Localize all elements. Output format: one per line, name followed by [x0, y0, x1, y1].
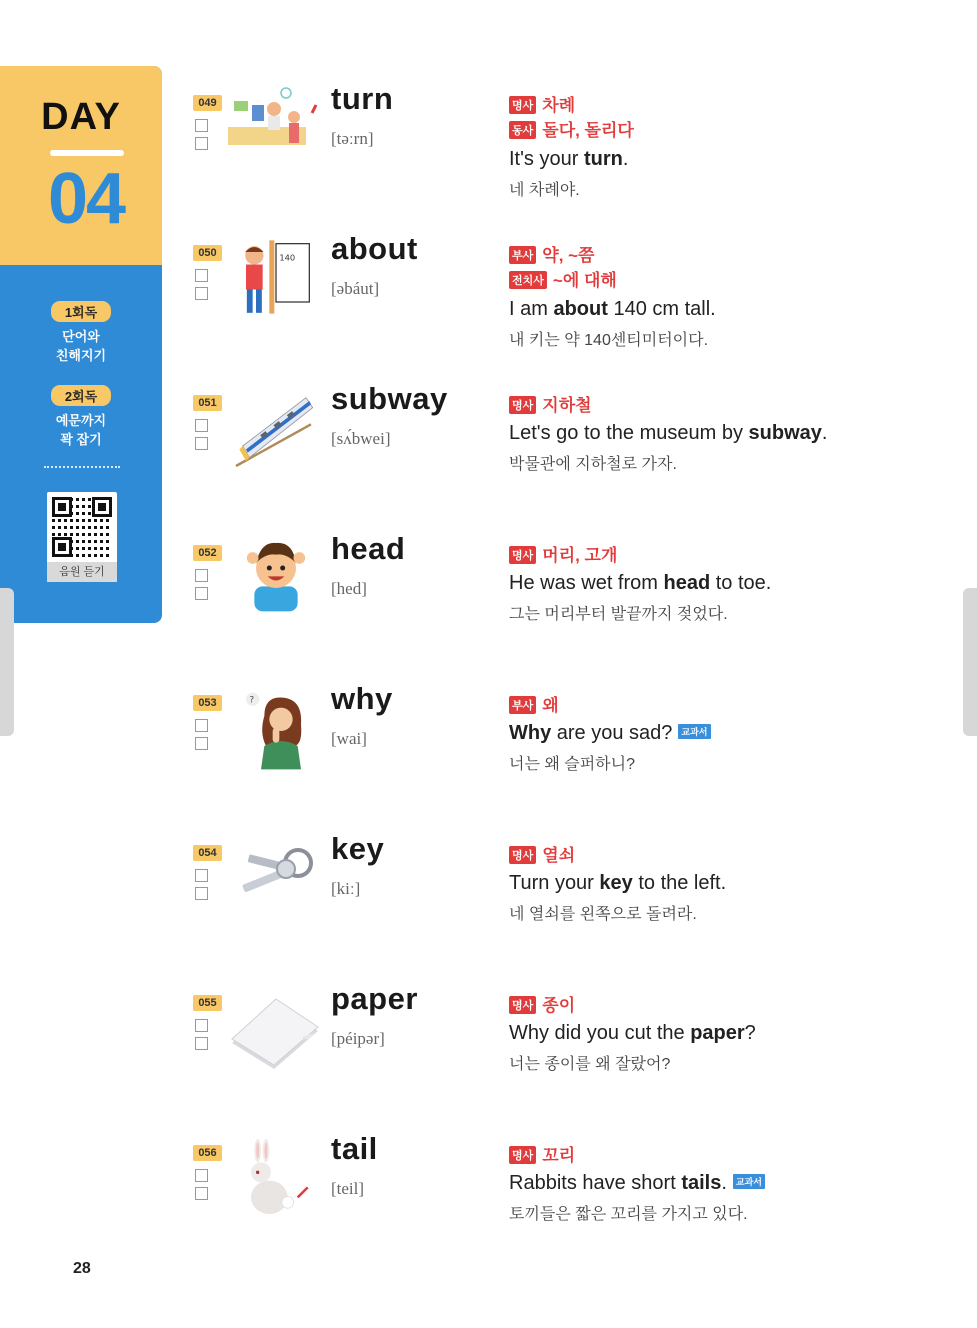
meaning: 머리, 고개: [542, 546, 618, 565]
translation: 너는 왜 슬퍼하니?: [509, 756, 635, 773]
pos-tag: 명사: [509, 396, 536, 414]
pos-line: [509, 841, 575, 866]
pos-tag: 명사: [509, 96, 536, 114]
checkbox-2[interactable]: [195, 437, 208, 450]
thinking-woman-icon: [228, 691, 324, 771]
phonetic: [kiː]: [331, 879, 361, 898]
pos-tag: 명사: [509, 846, 536, 864]
pos-line: [509, 116, 634, 141]
pos-line: [509, 1141, 575, 1166]
checkbox-2[interactable]: [195, 737, 208, 750]
round-1-line1: 단어와: [62, 329, 100, 344]
pos-line: [509, 391, 592, 416]
checkbox-2[interactable]: [195, 1037, 208, 1050]
pos-tag: 전치사: [509, 271, 547, 289]
word-number: 052: [193, 545, 222, 561]
day-label: DAY: [41, 96, 121, 138]
shop-counter-icon: [228, 87, 324, 167]
pos-line: [509, 991, 575, 1016]
word-number: 055: [193, 995, 222, 1011]
example-sentence: Why are you sad? 교과서: [509, 722, 711, 745]
pos-tag: 부사: [509, 696, 536, 714]
vocab-word: paper: [331, 981, 418, 1016]
translation: 그는 머리부터 발끝까지 젖었다.: [509, 606, 728, 623]
day-number: 04: [47, 159, 125, 239]
keys-icon: [228, 839, 324, 919]
vocab-word: head: [331, 531, 406, 566]
vocab-word: turn: [331, 81, 394, 116]
pos-line: [509, 691, 559, 716]
round-2-badge: 2회독: [51, 385, 111, 406]
subway-train-icon: [228, 391, 324, 471]
rabbit-icon: [228, 1139, 324, 1219]
pos-tag: 부사: [509, 246, 536, 264]
round-2-line2: 꽉 잡기: [60, 432, 102, 447]
height-label: 140: [279, 252, 296, 263]
example-sentence: It's your turn.: [509, 148, 629, 170]
example-sentence: Why did you cut the paper?: [509, 1022, 756, 1044]
word-entry: [0, 231, 977, 385]
word-number: 053: [193, 695, 222, 711]
boy-head-icon: [228, 533, 324, 613]
keyword: head: [663, 572, 711, 594]
meaning: ~에 대해: [552, 271, 617, 290]
pos-line: [509, 241, 594, 266]
word-entry: [0, 981, 977, 1135]
keyword: Why: [509, 722, 552, 744]
checkbox-1[interactable]: [195, 719, 208, 732]
vocab-word: subway: [331, 381, 448, 416]
word-entry: [0, 831, 977, 985]
height-measure-icon: [228, 237, 324, 317]
phonetic: [sʌ́bwei]: [331, 429, 391, 448]
keyword: subway: [748, 422, 822, 444]
checkbox-2[interactable]: [195, 137, 208, 150]
word-entry: [0, 681, 977, 835]
word-number: 049: [193, 95, 222, 111]
keyword: key: [599, 872, 633, 894]
meaning: 차례: [542, 96, 576, 115]
word-entry: [0, 1131, 977, 1285]
vocab-word: tail: [331, 1131, 378, 1166]
word-number: 056: [193, 1145, 222, 1161]
meaning: 왜: [542, 696, 559, 715]
pos-tag: 명사: [509, 996, 536, 1014]
pos-line: [509, 266, 617, 291]
keyword: paper: [690, 1022, 745, 1044]
meaning: 열쇠: [542, 846, 576, 865]
vocab-word: about: [331, 231, 418, 266]
word-number: 054: [193, 845, 222, 861]
meaning: 종이: [542, 996, 576, 1015]
checkbox-2[interactable]: [195, 287, 208, 300]
phonetic: [hed]: [331, 579, 367, 598]
translation: 네 차례야.: [509, 182, 580, 199]
vocab-word: key: [331, 831, 385, 866]
phonetic: [wai]: [331, 729, 367, 748]
pos-tag: 명사: [509, 1146, 536, 1164]
translation: 박물관에 지하철로 가자.: [509, 456, 677, 473]
meaning: 돌다, 돌리다: [542, 121, 634, 140]
round-1-badge: 1회독: [51, 301, 111, 322]
translation: 네 열쇠를 왼쪽으로 돌려라.: [509, 906, 697, 923]
meaning: 꼬리: [542, 1146, 576, 1165]
example-sentence: Turn your key to the left.: [509, 872, 727, 894]
paper-stack-icon: [228, 995, 324, 1075]
page-number: 28: [73, 1260, 91, 1277]
example-sentence: He was wet from head to toe.: [509, 572, 772, 594]
translation: 토끼들은 짧은 꼬리를 가지고 있다.: [509, 1206, 748, 1223]
checkbox-2[interactable]: [195, 887, 208, 900]
phonetic: [péipər]: [331, 1029, 385, 1048]
pos-line: [509, 91, 575, 116]
keyword: turn: [583, 148, 623, 170]
meaning: 지하철: [542, 396, 592, 415]
phonetic: [teil]: [331, 1179, 365, 1198]
pos-tag: 명사: [509, 546, 536, 564]
word-number: 051: [193, 395, 222, 411]
translation: 너는 종이를 왜 잘랐어?: [509, 1056, 671, 1073]
example-sentence: Let's go to the museum by subway.: [509, 422, 828, 444]
checkbox-1[interactable]: [195, 119, 208, 132]
textbook-badge: 교과서: [678, 724, 710, 739]
vocab-word: why: [331, 681, 393, 716]
meaning: 약, ~쯤: [542, 246, 595, 265]
checkbox-1[interactable]: [195, 1019, 208, 1032]
checkbox-2[interactable]: [195, 1187, 208, 1200]
pos-tag: 동사: [509, 121, 536, 139]
checkbox-2[interactable]: [195, 587, 208, 600]
phonetic: [əbáut]: [331, 279, 380, 298]
word-number: 050: [193, 245, 222, 261]
checkbox-1[interactable]: [195, 269, 208, 282]
example-sentence: Rabbits have short tails. 교과서: [509, 1172, 765, 1195]
round-1-line2: 친해지기: [55, 348, 107, 363]
phonetic: [təːrn]: [331, 129, 374, 148]
checkbox-1[interactable]: [195, 1169, 208, 1182]
word-entry: [0, 531, 977, 685]
textbook-badge: 교과서: [733, 1174, 765, 1189]
example-sentence: I am about 140 cm tall.: [509, 298, 716, 320]
question-mark: ?: [249, 694, 255, 706]
keyword: about: [553, 298, 608, 320]
checkbox-1[interactable]: [195, 569, 208, 582]
checkbox-1[interactable]: [195, 869, 208, 882]
keyword: tails: [681, 1172, 722, 1194]
pos-line: [509, 541, 617, 566]
word-entry: [0, 81, 977, 235]
qr-label: 음원 듣기: [47, 562, 117, 582]
checkbox-1[interactable]: [195, 419, 208, 432]
word-entry: [0, 381, 977, 535]
round-2-line1: 예문까지: [55, 413, 107, 428]
translation: 내 키는 약 140센티미터이다.: [509, 332, 709, 349]
